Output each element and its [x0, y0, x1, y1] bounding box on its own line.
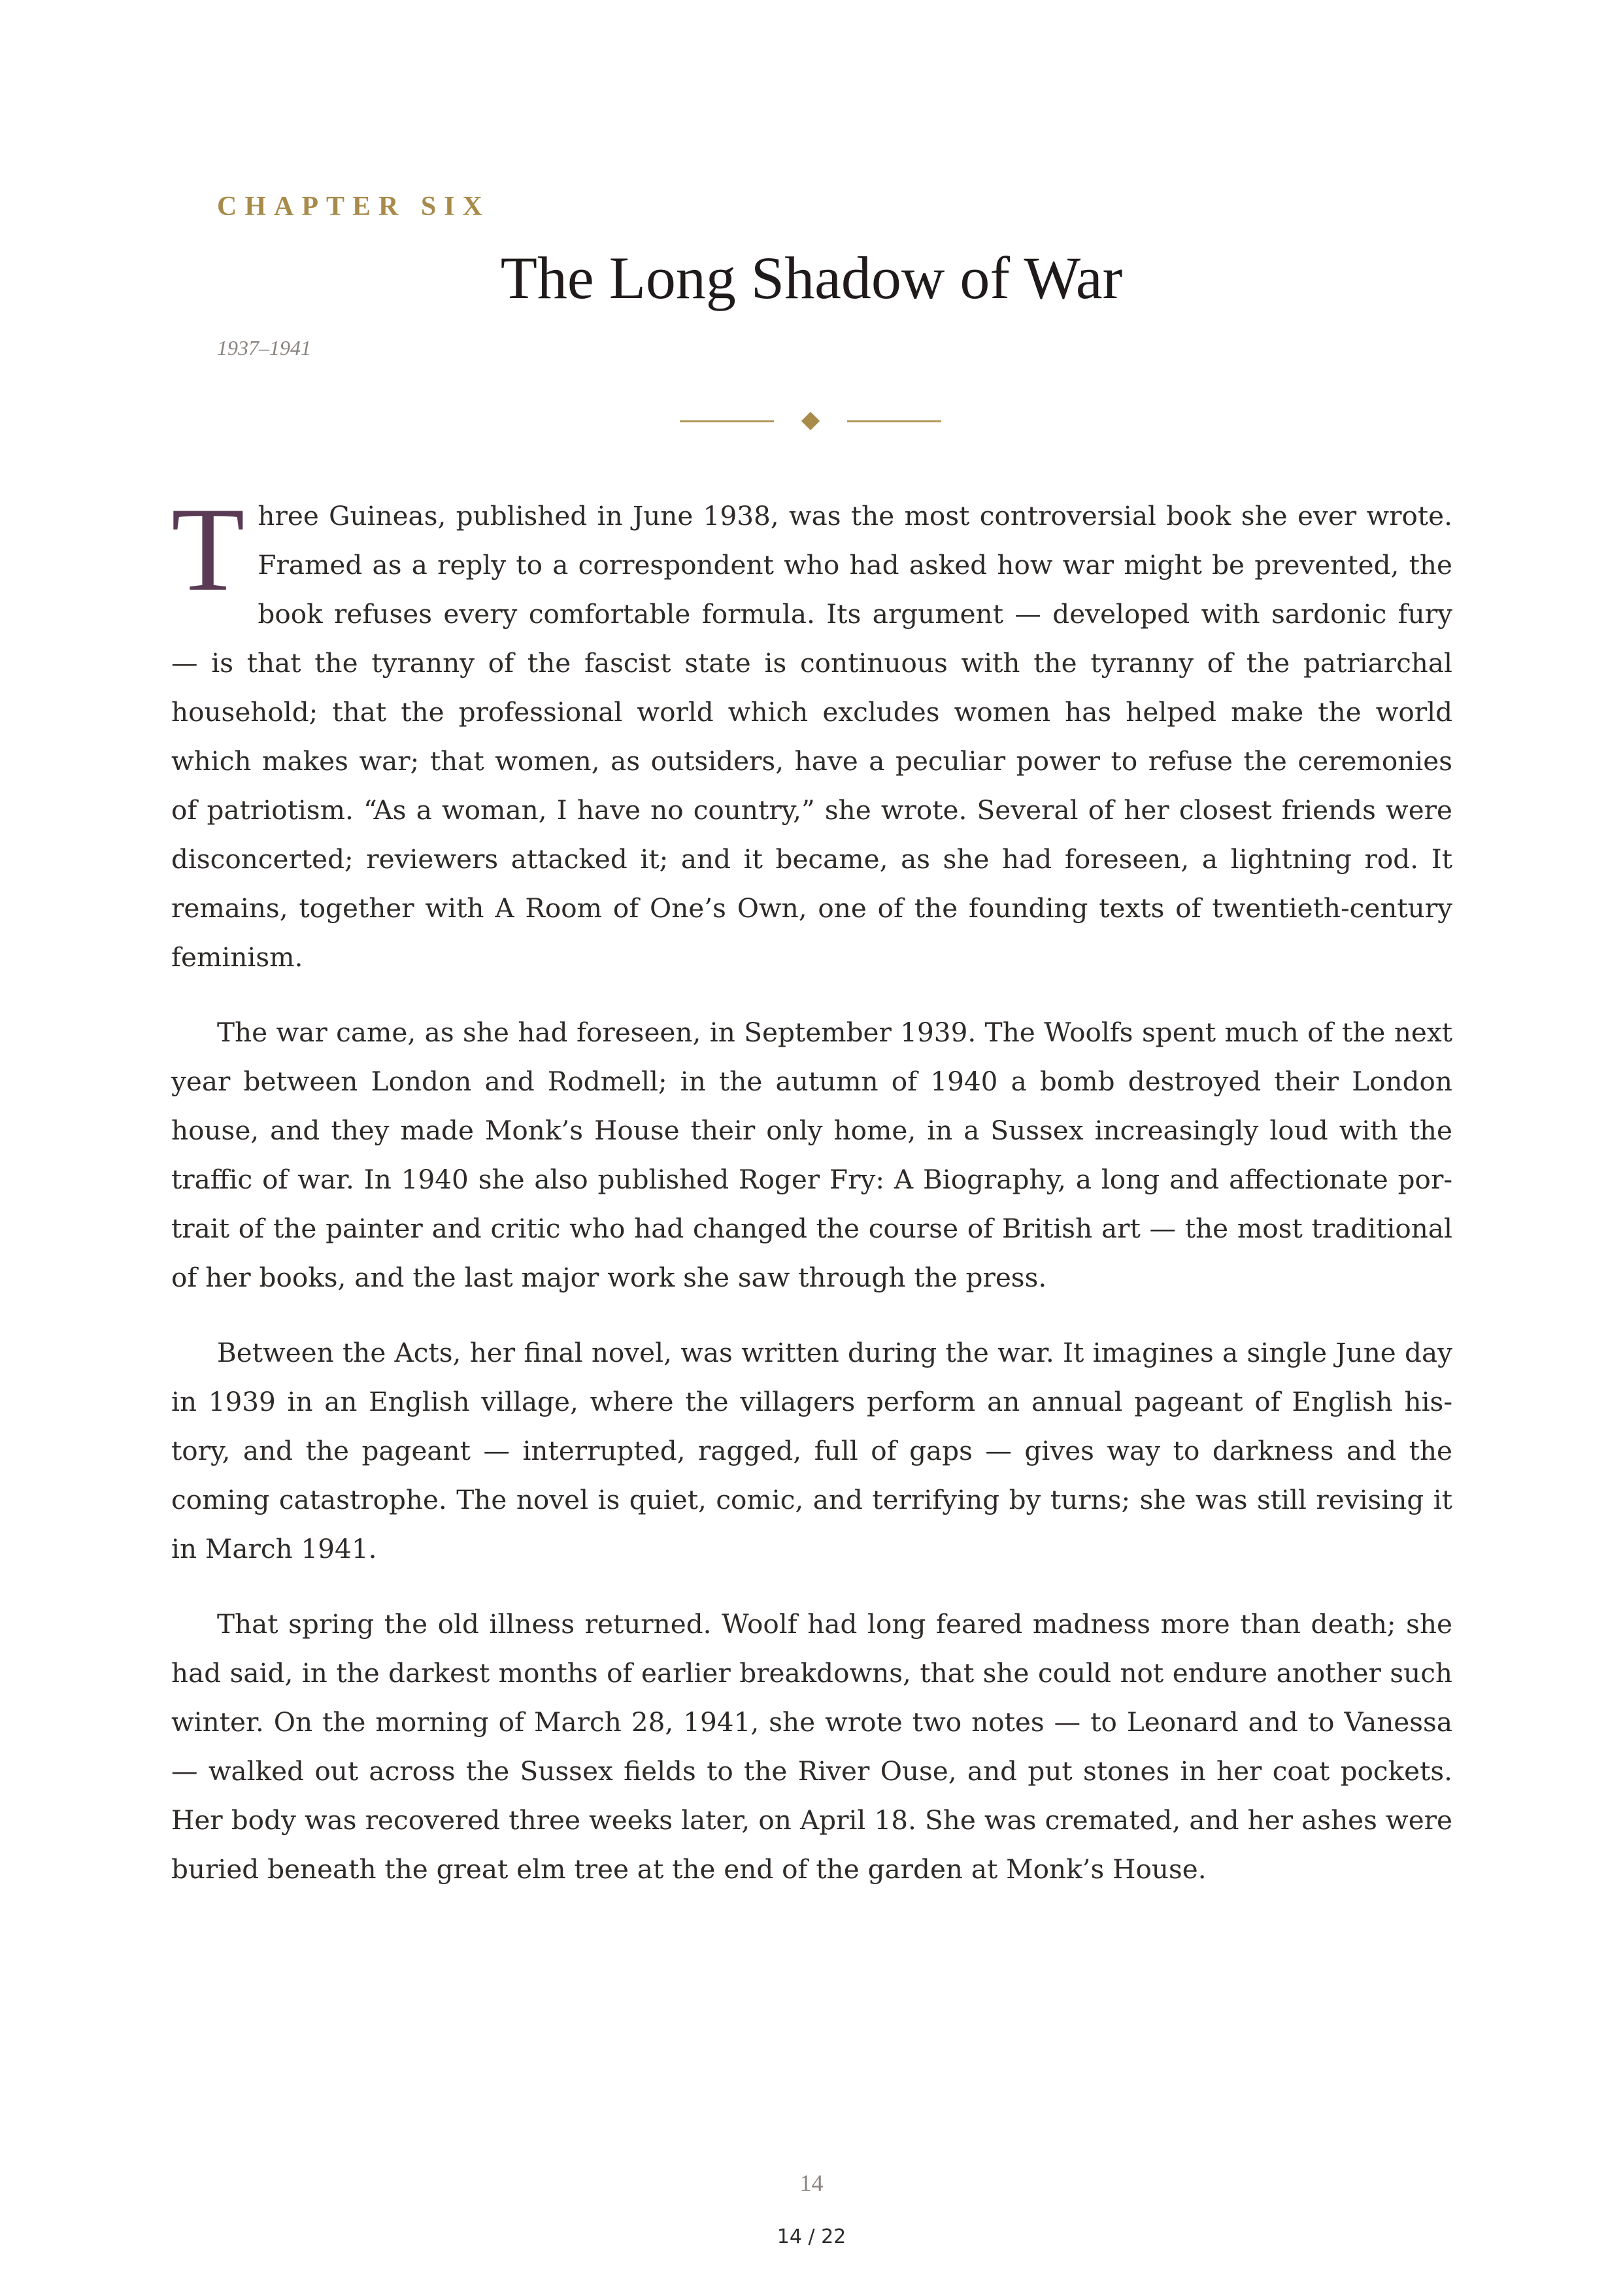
paragraph-1-text: hree Guineas, published in June 1938, was the most controversial book she ever wrote. Framed as a reply to a correspondent who had asked how war might be prevented, the book refuses every comfortable formula. Its argument — developed with sardonic fury — is that the tyranny of the fascist state is continuous with the tyranny of the patriarchal household; that the professional world which excludes women has helped make the world which makes war; that women, as outsiders, have a peculiar power to refuse the ceremonies of patriotism. “As a woman, I have no country,” she wrote. Several of her closest friends were disconcerted; reviewers attacked it; and it became, as she had foreseen, a lightning rod. It remains, together with A Room of One’s Own, one of the founding texts of twentieth-century feminism.: [171, 500, 1452, 973]
page-counter: 14 / 22: [777, 2225, 846, 2248]
chapter-title: The Long Shadow of War: [500, 245, 1123, 311]
section-divider: [680, 408, 941, 434]
paragraph-1: [171, 482, 1452, 982]
chapter-body: [171, 482, 1452, 1920]
paragraph-2: The war came, as she had foreseen, in September 1939. The Woolfs spent much of the next year between London and Rodmell; in the autumn of 1940 a bomb destroyed their London house, and they made Monk’s House their only home, in a Sussex increasingly loud with the traffic of war. In 1940 she also published Roger Fry: A Biography, a long and affectionate portrait of the painter and critic who had changed the course of British art — the most traditional of her books, and the last major work she saw through the press.: [171, 1017, 1452, 1293]
drop-cap: T: [171, 482, 245, 616]
divider-line-left: [680, 420, 774, 422]
page-number: 14: [799, 2170, 824, 2196]
diamond-ornament-icon: [801, 412, 820, 430]
chapter-dates: 1937–1941: [217, 336, 311, 360]
divider-line-right: [847, 420, 941, 422]
chapter-label: CHAPTER SIX: [217, 192, 490, 222]
paragraph-4: That spring the old illness returned. Woolf had long feared madness more than death; she had said, in the darkest months of earlier breakdowns, that she could not endure another such winter. On the morning of March 28, 1941, she wrote two notes — to Leonard and to Vanessa — walked out across the Sussex fields to the River Ouse, and put stones in her coat pockets. Her body was recovered three weeks later, on April 18. She was cremated, and her ashes were buried beneath the great elm tree at the end of the garden at Monk’s House.: [171, 1608, 1452, 1885]
paragraph-3: Between the Acts, her final novel, was written during the war. It imagines a single June day in 1939 in an English village, where the villagers perform an annual pageant of English history, and the pageant — interrupted, ragged, full of gaps — gives way to darkness and the coming catastrophe. The novel is quiet, comic, and terrifying by turns; she was still revising it in March 1941.: [171, 1337, 1452, 1564]
